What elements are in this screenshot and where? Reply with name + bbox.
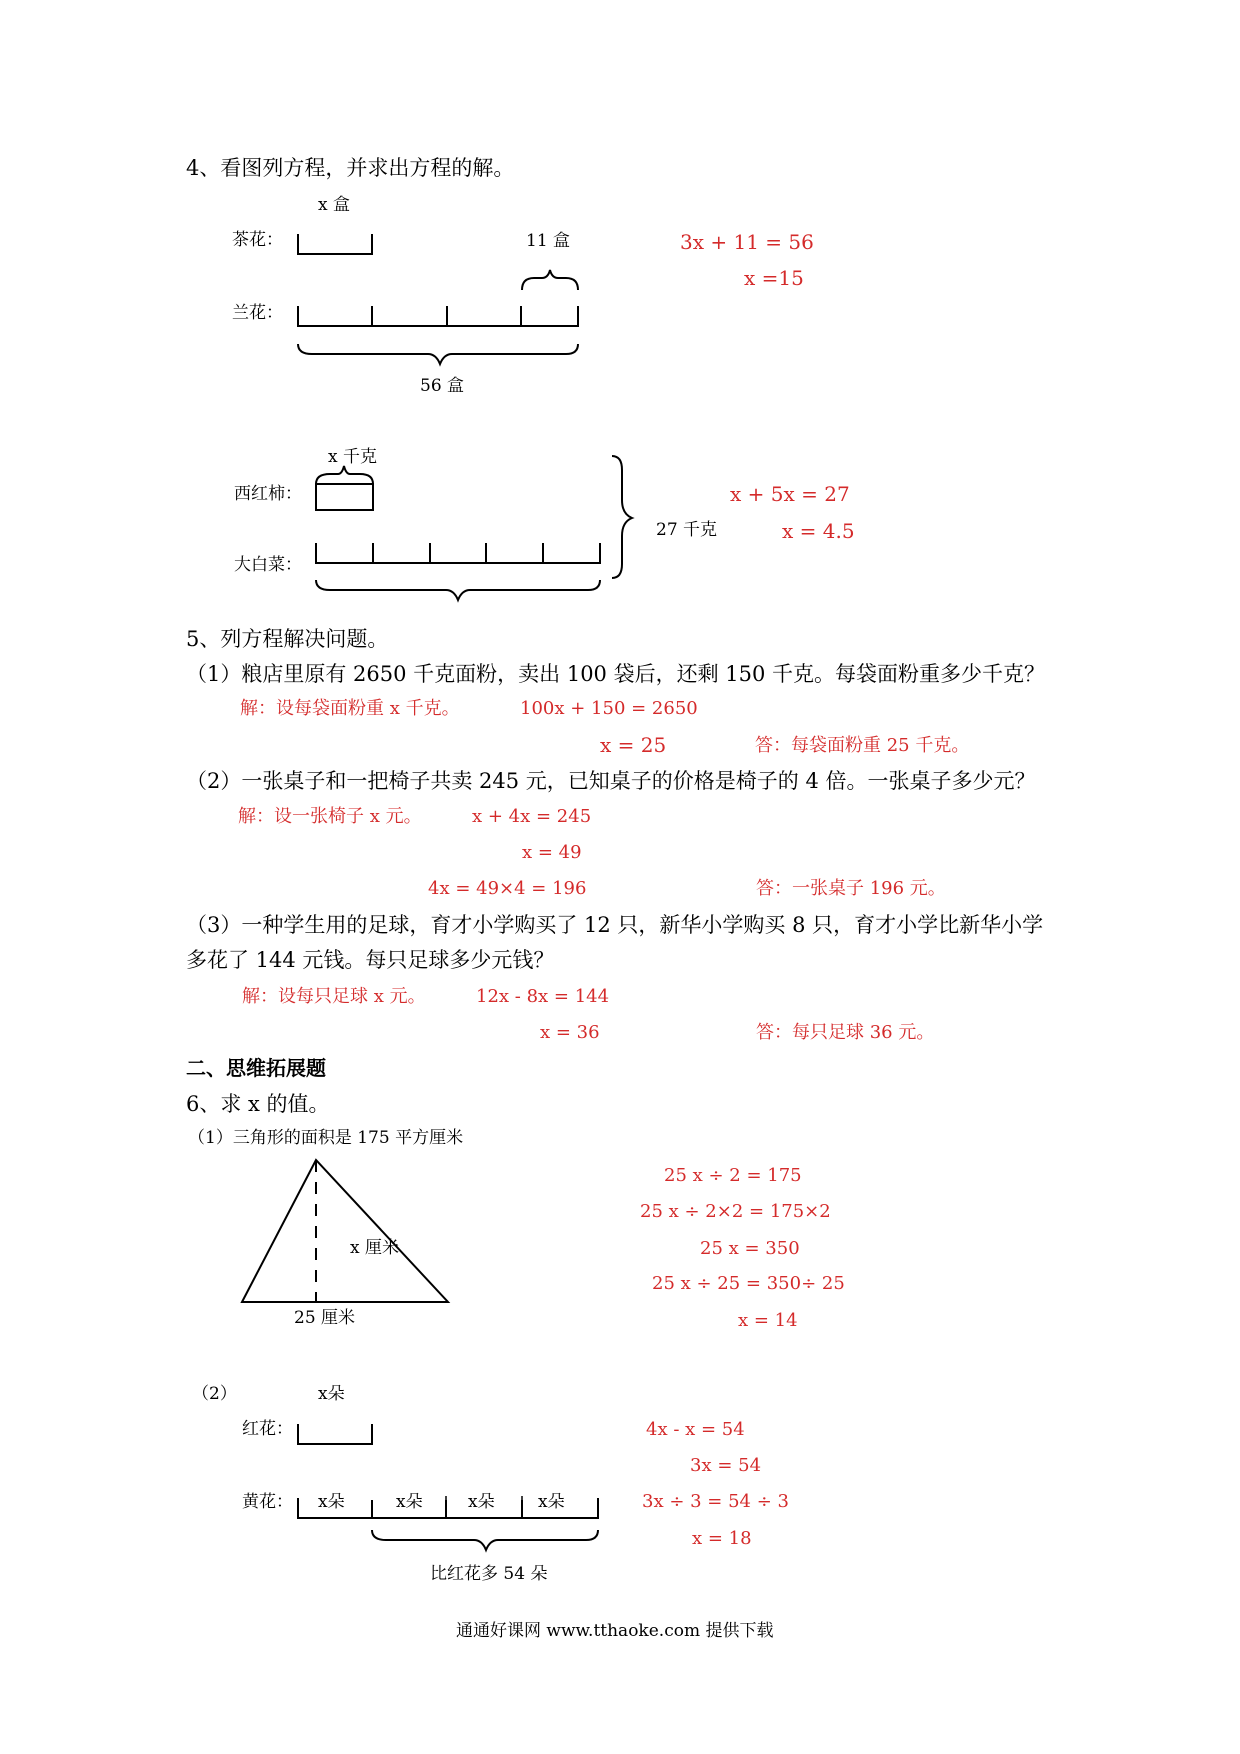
q6-p1-eq1: 25 x ÷ 2 = 175: [664, 1165, 802, 1186]
q5-p3-question-line1: （3）一种学生用的足球，育才小学购买了 12 只，新华小学购买 8 只，育才小学比新华小学: [186, 913, 1044, 937]
camellia-bar: [298, 234, 372, 254]
fig2-solution: x = 4.5: [782, 519, 855, 543]
q5-p3-let: 解：设每只足球 x 元。: [242, 986, 426, 1007]
q4-title: 4、看图列方程，并求出方程的解。: [186, 156, 515, 180]
q6-p2-label: （2）: [192, 1384, 237, 1404]
yellow-seg4-label: x朵: [538, 1492, 565, 1512]
yellow-flower-label: 黄花：: [242, 1492, 293, 1512]
q5-p2-question: （2）一张桌子和一把椅子共卖 245 元，已知桌子的价格是椅子的 4 倍。一张桌子多少元？: [186, 769, 1036, 793]
q5-p1-let: 解：设每袋面粉重 x 千克。: [240, 698, 460, 719]
yellow-seg2-label: x朵: [396, 1492, 423, 1512]
q6-p2-eq3: 3x ÷ 3 = 54 ÷ 3: [642, 1491, 789, 1512]
x-flower-label: x朵: [318, 1384, 345, 1404]
yellow-seg1-label: x朵: [318, 1492, 345, 1512]
total-27-brace: [612, 456, 632, 578]
total-56-label: 56 盒: [420, 376, 465, 396]
q5-p1-eq2: x = 25: [600, 733, 667, 757]
cabbage-ticks: [373, 543, 543, 563]
q5-p1-eq1: 100x + 150 = 2650: [520, 698, 698, 719]
q5-p2-eq1: x + 4x = 245: [472, 806, 592, 827]
q5-p2-eq3: 4x = 49×4 = 196: [428, 878, 587, 899]
footer: 通通好课网 www.tthaoke.com 提供下载: [456, 1621, 774, 1641]
section2-heading: 二、思维拓展题: [186, 1056, 326, 1080]
tomato-brace: [316, 466, 373, 484]
yellow-seg3-label: x朵: [468, 1492, 495, 1512]
tomato-box: [316, 484, 373, 510]
eleven-box-label: 11 盒: [526, 231, 571, 251]
total-56-brace: [298, 344, 578, 364]
q5-p2-eq2: x = 49: [522, 842, 582, 863]
q5-p2-answer: 答：一张桌子 196 元。: [756, 878, 946, 899]
tomato-label: 西红柿：: [234, 484, 302, 504]
red-flower-bar: [298, 1424, 372, 1444]
fig1-solution: x =15: [744, 266, 804, 290]
fig1-equation: 3x + 11 = 56: [680, 230, 814, 254]
cabbage-brace: [316, 580, 600, 600]
orchid-bar: [298, 306, 578, 326]
orchid-ticks: [372, 306, 521, 326]
q6-p2-eq2: 3x = 54: [690, 1455, 762, 1476]
orchid-label: 兰花：: [232, 303, 283, 323]
yellow-flower-bar: [298, 1498, 598, 1518]
red-flower-label: 红花：: [242, 1419, 293, 1439]
q6-p1-eq4: 25 x ÷ 25 = 350÷ 25: [652, 1273, 845, 1294]
yellow-ticks: [372, 1500, 522, 1518]
q5-p3-question-line2: 多花了 144 元钱。每只足球多少元钱？: [186, 948, 555, 972]
q5-p3-eq1: 12x - 8x = 144: [476, 986, 610, 1007]
q5-p2-let: 解：设一张椅子 x 元。: [238, 806, 422, 827]
q6-title: 6、求 x 的值。: [186, 1092, 330, 1116]
q5-p1-answer: 答：每袋面粉重 25 千克。: [755, 735, 970, 756]
q6-p1-eq3: 25 x = 350: [700, 1238, 800, 1259]
x-box-label: x 盒: [318, 195, 350, 215]
q5-p3-answer: 答：每只足球 36 元。: [756, 1022, 935, 1043]
triangle-height-label: x 厘米: [350, 1238, 399, 1258]
camellia-label: 茶花：: [232, 230, 283, 250]
fig2-equation: x + 5x = 27: [730, 482, 850, 506]
triangle: [242, 1160, 448, 1302]
cabbage-label: 大白菜：: [234, 555, 302, 575]
q6-p2-eq1: 4x - x = 54: [646, 1419, 745, 1440]
q6-p1-eq5: x = 14: [738, 1310, 798, 1331]
q5-p1-question: （1）粮店里原有 2650 千克面粉，卖出 100 袋后，还剩 150 千克。每袋面粉重多少千克？: [186, 662, 1046, 686]
q5-p3-eq2: x = 36: [540, 1022, 600, 1043]
more-than-red-label: 比红花多 54 朵: [430, 1564, 548, 1584]
total-27-label: 27 千克: [656, 520, 718, 540]
more-than-red-brace: [372, 1530, 598, 1550]
yellow-upper-marks: [446, 1492, 522, 1512]
triangle-base-label: 25 厘米: [294, 1308, 356, 1328]
q6-p1-eq2: 25 x ÷ 2×2 = 175×2: [640, 1201, 831, 1222]
q6-p2-eq4: x = 18: [692, 1528, 752, 1549]
cabbage-bar: [316, 543, 600, 563]
q5-title: 5、列方程解决问题。: [186, 627, 389, 651]
eleven-brace: [522, 270, 578, 290]
x-kg-label: x 千克: [328, 447, 377, 467]
q6-p1-question: （1）三角形的面积是 175 平方厘米: [188, 1128, 464, 1148]
